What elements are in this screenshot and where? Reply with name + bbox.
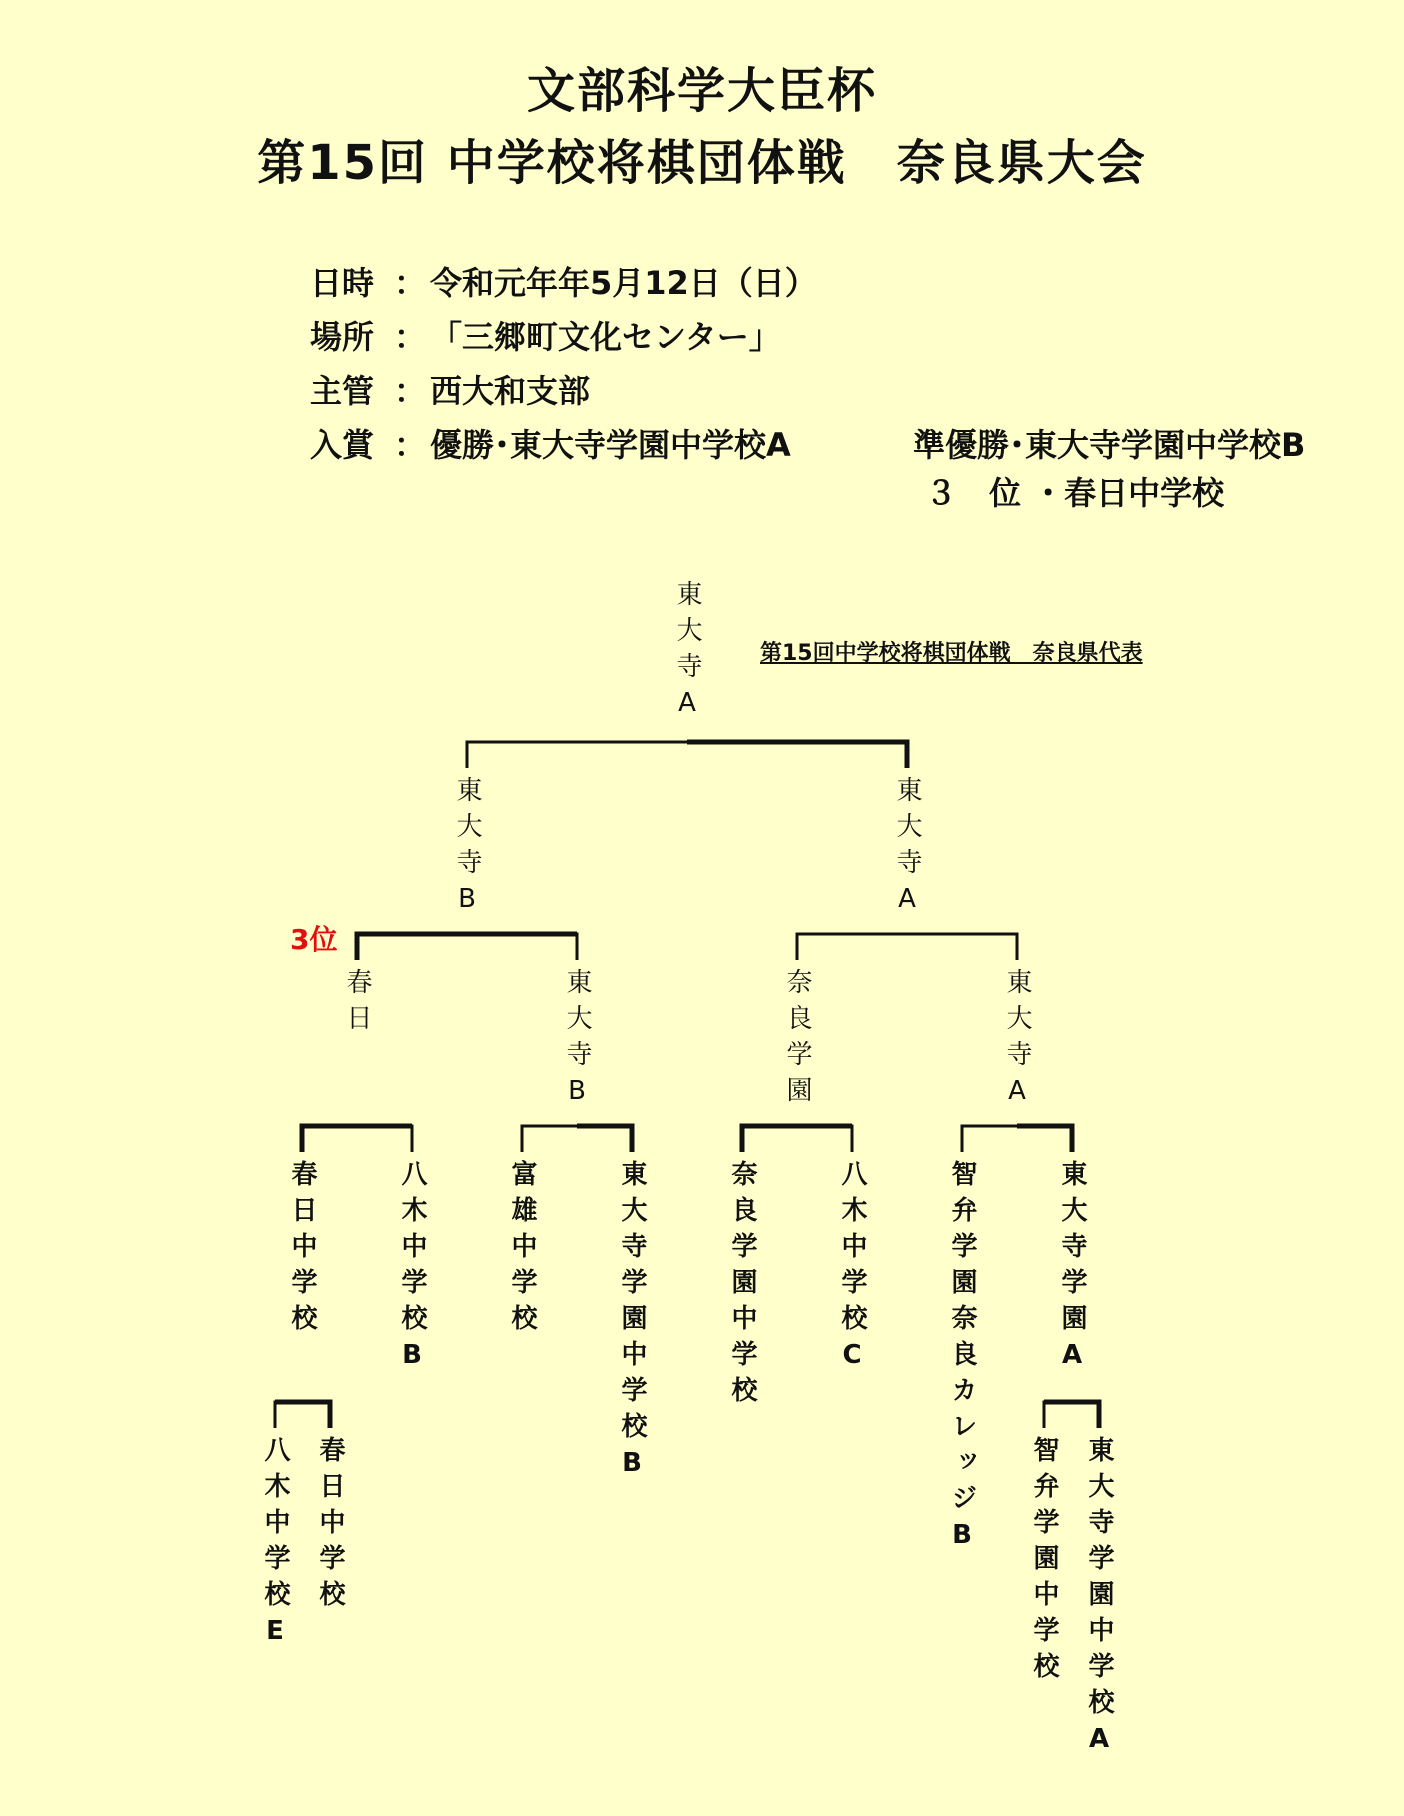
- bracket-line-qf-4: [962, 1126, 1072, 1152]
- bracket-line-qf-2: [522, 1126, 632, 1152]
- title-line-1: 文部科学大臣杯: [526, 63, 877, 119]
- winner-text: 優勝･東大寺学園中学校A: [430, 426, 791, 464]
- team-tomio: 富雄中学校: [507, 1160, 537, 1340]
- date-label: 日時: [310, 264, 375, 302]
- team-todaiji-b: 東大寺学園中学校B: [617, 1160, 647, 1488]
- organizer-label: 主管: [310, 372, 375, 410]
- semi-name-4: 東大寺A: [1002, 968, 1032, 1116]
- win-path-qf-3: [742, 1126, 852, 1152]
- final-left-name: 東大寺B: [452, 776, 482, 924]
- bracket-line-semi-right: [797, 934, 1017, 960]
- semi-name-3: 奈良学園: [782, 968, 812, 1112]
- third-place-text: ３ 位 ・春日中学校: [925, 474, 1225, 512]
- win-path-qf-2: [577, 1126, 632, 1152]
- final-right-name: 東大寺A: [892, 776, 922, 924]
- win-path-semi-left: [357, 934, 577, 960]
- colon: ：: [393, 264, 426, 302]
- team-chiben-nara-b: 智弁学園奈良カレッジB: [947, 1160, 977, 1560]
- colon: ：: [393, 426, 426, 464]
- place-label: 場所: [310, 318, 375, 356]
- award-label: 入賞: [310, 426, 375, 464]
- title-line-2: 第15回 中学校将棋団体戦 奈良県大会: [257, 135, 1147, 191]
- team-kasuga: 春日中学校: [287, 1160, 317, 1340]
- team-todaiji-a-r1: 東大寺学園中学校A: [1084, 1436, 1114, 1764]
- bracket-line-semi-left: [357, 934, 577, 960]
- third-place-mark: 3位: [290, 923, 338, 956]
- win-path-qf-1: [302, 1126, 412, 1152]
- semi-name-1: 春日: [342, 968, 372, 1040]
- colon: ：: [393, 318, 426, 356]
- semi-name-2: 東大寺B: [562, 968, 592, 1116]
- bracket-line-final: [467, 742, 907, 768]
- bracket-line-qf-1: [302, 1126, 412, 1152]
- organizer-value: 西大和支部: [430, 372, 591, 410]
- bracket-line-r1-right: [1044, 1402, 1099, 1428]
- win-path-r1-left: [275, 1402, 330, 1428]
- win-path-qf-4: [1017, 1126, 1072, 1152]
- team-chiben-gakuen: 智弁学園中学校: [1029, 1436, 1059, 1688]
- team-kasuga-r1: 春日中学校: [315, 1436, 345, 1616]
- bracket-line-qf-3: [742, 1126, 852, 1152]
- colon: ：: [393, 372, 426, 410]
- team-yagi-c: 八木中学校C: [837, 1160, 867, 1380]
- win-path-final: [687, 742, 907, 768]
- team-yagi-e: 八木中学校E: [260, 1436, 290, 1656]
- win-path-r1-right: [1044, 1402, 1099, 1428]
- champion-name: 東大寺A: [672, 580, 702, 728]
- team-yagi-b: 八木中学校B: [397, 1160, 427, 1380]
- runner-up-text: 準優勝･東大寺学園中学校B: [913, 426, 1306, 464]
- date-value: 令和元年年5月12日（日）: [430, 264, 817, 302]
- place-value: 「三郷町文化センター」: [430, 318, 781, 356]
- team-nara-gakuen: 奈良学園中学校: [727, 1160, 757, 1412]
- team-todaiji-a: 東大寺学園A: [1057, 1160, 1087, 1380]
- representative-note: 第15回中学校将棋団体戦 奈良県代表: [760, 641, 1143, 666]
- bracket-line-r1-left: [275, 1402, 330, 1428]
